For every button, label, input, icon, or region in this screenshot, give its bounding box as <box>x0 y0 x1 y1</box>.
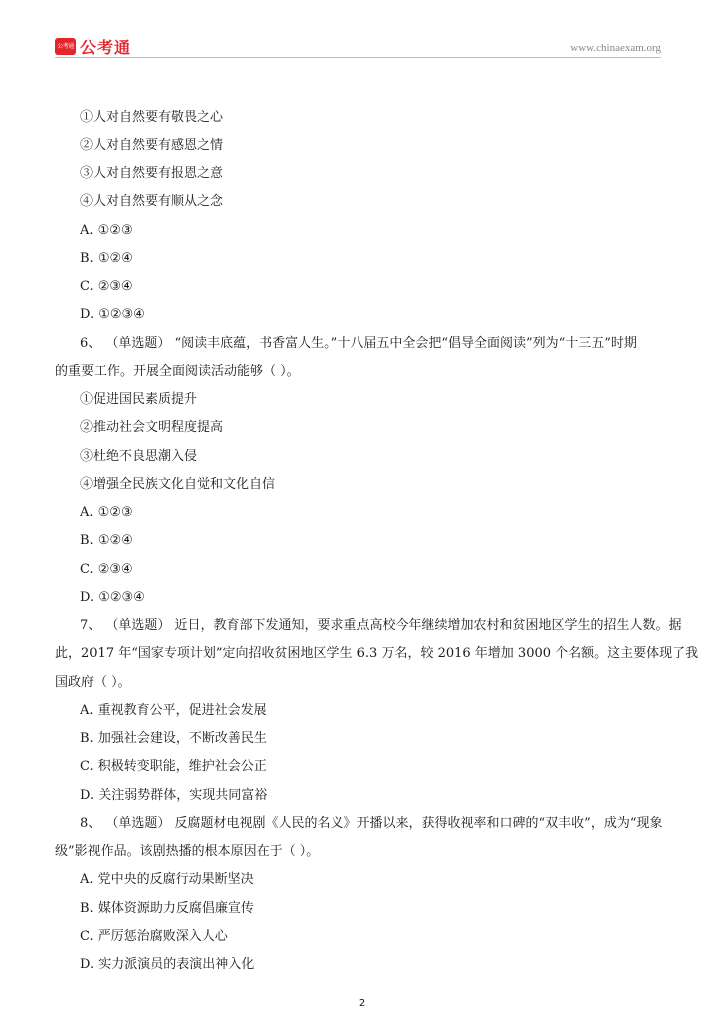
answer-choice-a: A. 重视教育公平，促进社会发展 <box>80 703 267 718</box>
question-6-stem: 6、 （单选题） “阅读丰底蕴，书香富人生。”十八届五中全会把“倡导全面阅读”列为“十三五”时期 <box>80 336 637 351</box>
answer-choice-d: D. 关注弱势群体，实现共同富裕 <box>80 788 268 803</box>
answer-choice-d: D. 实力派演员的表演出神入化 <box>80 957 255 972</box>
answer-choice-a: A. ①②③ <box>80 223 133 238</box>
question-6-stem-cont: 的重要工作。开展全面阅读活动能够（ ）。 <box>55 364 300 379</box>
logo <box>55 34 131 58</box>
page-header <box>55 34 661 58</box>
logo-badge: 公考通 <box>55 38 76 55</box>
answer-choice-c: C. ②③④ <box>80 562 133 577</box>
answer-choice-c: C. 严厉惩治腐败深入人心 <box>80 929 228 944</box>
answer-choice-c: C. 积极转变职能，维护社会公正 <box>80 759 267 774</box>
header-divider <box>55 57 661 58</box>
answer-choice-b: B. 加强社会建设，不断改善民生 <box>80 731 267 746</box>
answer-choice-b: B. ①②④ <box>80 251 133 266</box>
option-statement-4: ④人对自然要有顺从之念 <box>80 194 224 209</box>
question-7-stem: 7、 （单选题） 近日，教育部下发通知，要求重点高校今年继续增加农村和贫困地区学生的招生人数。据 <box>80 618 682 633</box>
question-8-stem-cont: 级”影视作品。该剧热播的根本原因在于（ ）。 <box>55 844 320 859</box>
option-statement-3: ③杜绝不良思潮入侵 <box>80 449 198 464</box>
page-number: 2 <box>358 998 366 1009</box>
answer-choice-a: A. ①②③ <box>80 505 133 520</box>
question-8-stem: 8、 （单选题） 反腐题材电视剧《人民的名义》开播以来，获得收视率和口碑的“双丰收”，成为“现象 <box>80 816 663 831</box>
option-statement-4: ④增强全民族文化自觉和文化自信 <box>80 477 276 492</box>
answer-choice-d: D. ①②③④ <box>80 590 145 605</box>
answer-choice-d: D. ①②③④ <box>80 307 145 322</box>
site-url: www.chinaexam.org <box>570 42 661 54</box>
question-7-stem-cont: 此，2017 年“国家专项计划”定向招收贫困地区学生 6.3 万名，较 2016 年增加 3000 个名额。这主要体现了我 <box>55 646 699 661</box>
option-statement-1: ①人对自然要有敬畏之心 <box>80 110 224 125</box>
option-statement-1: ①促进国民素质提升 <box>80 392 198 407</box>
option-statement-2: ②推动社会文明程度提高 <box>80 420 224 435</box>
question-7-stem-cont: 国政府（ ）。 <box>55 675 131 690</box>
answer-choice-b: B. 媒体资源助力反腐倡廉宣传 <box>80 901 254 916</box>
option-statement-2: ②人对自然要有感恩之情 <box>80 138 224 153</box>
logo-text: 公考通 <box>80 37 132 57</box>
option-statement-3: ③人对自然要有报恩之意 <box>80 166 224 181</box>
answer-choice-b: B. ①②④ <box>80 533 133 548</box>
answer-choice-c: C. ②③④ <box>80 279 133 294</box>
answer-choice-a: A. 党中央的反腐行动果断坚决 <box>80 872 254 887</box>
